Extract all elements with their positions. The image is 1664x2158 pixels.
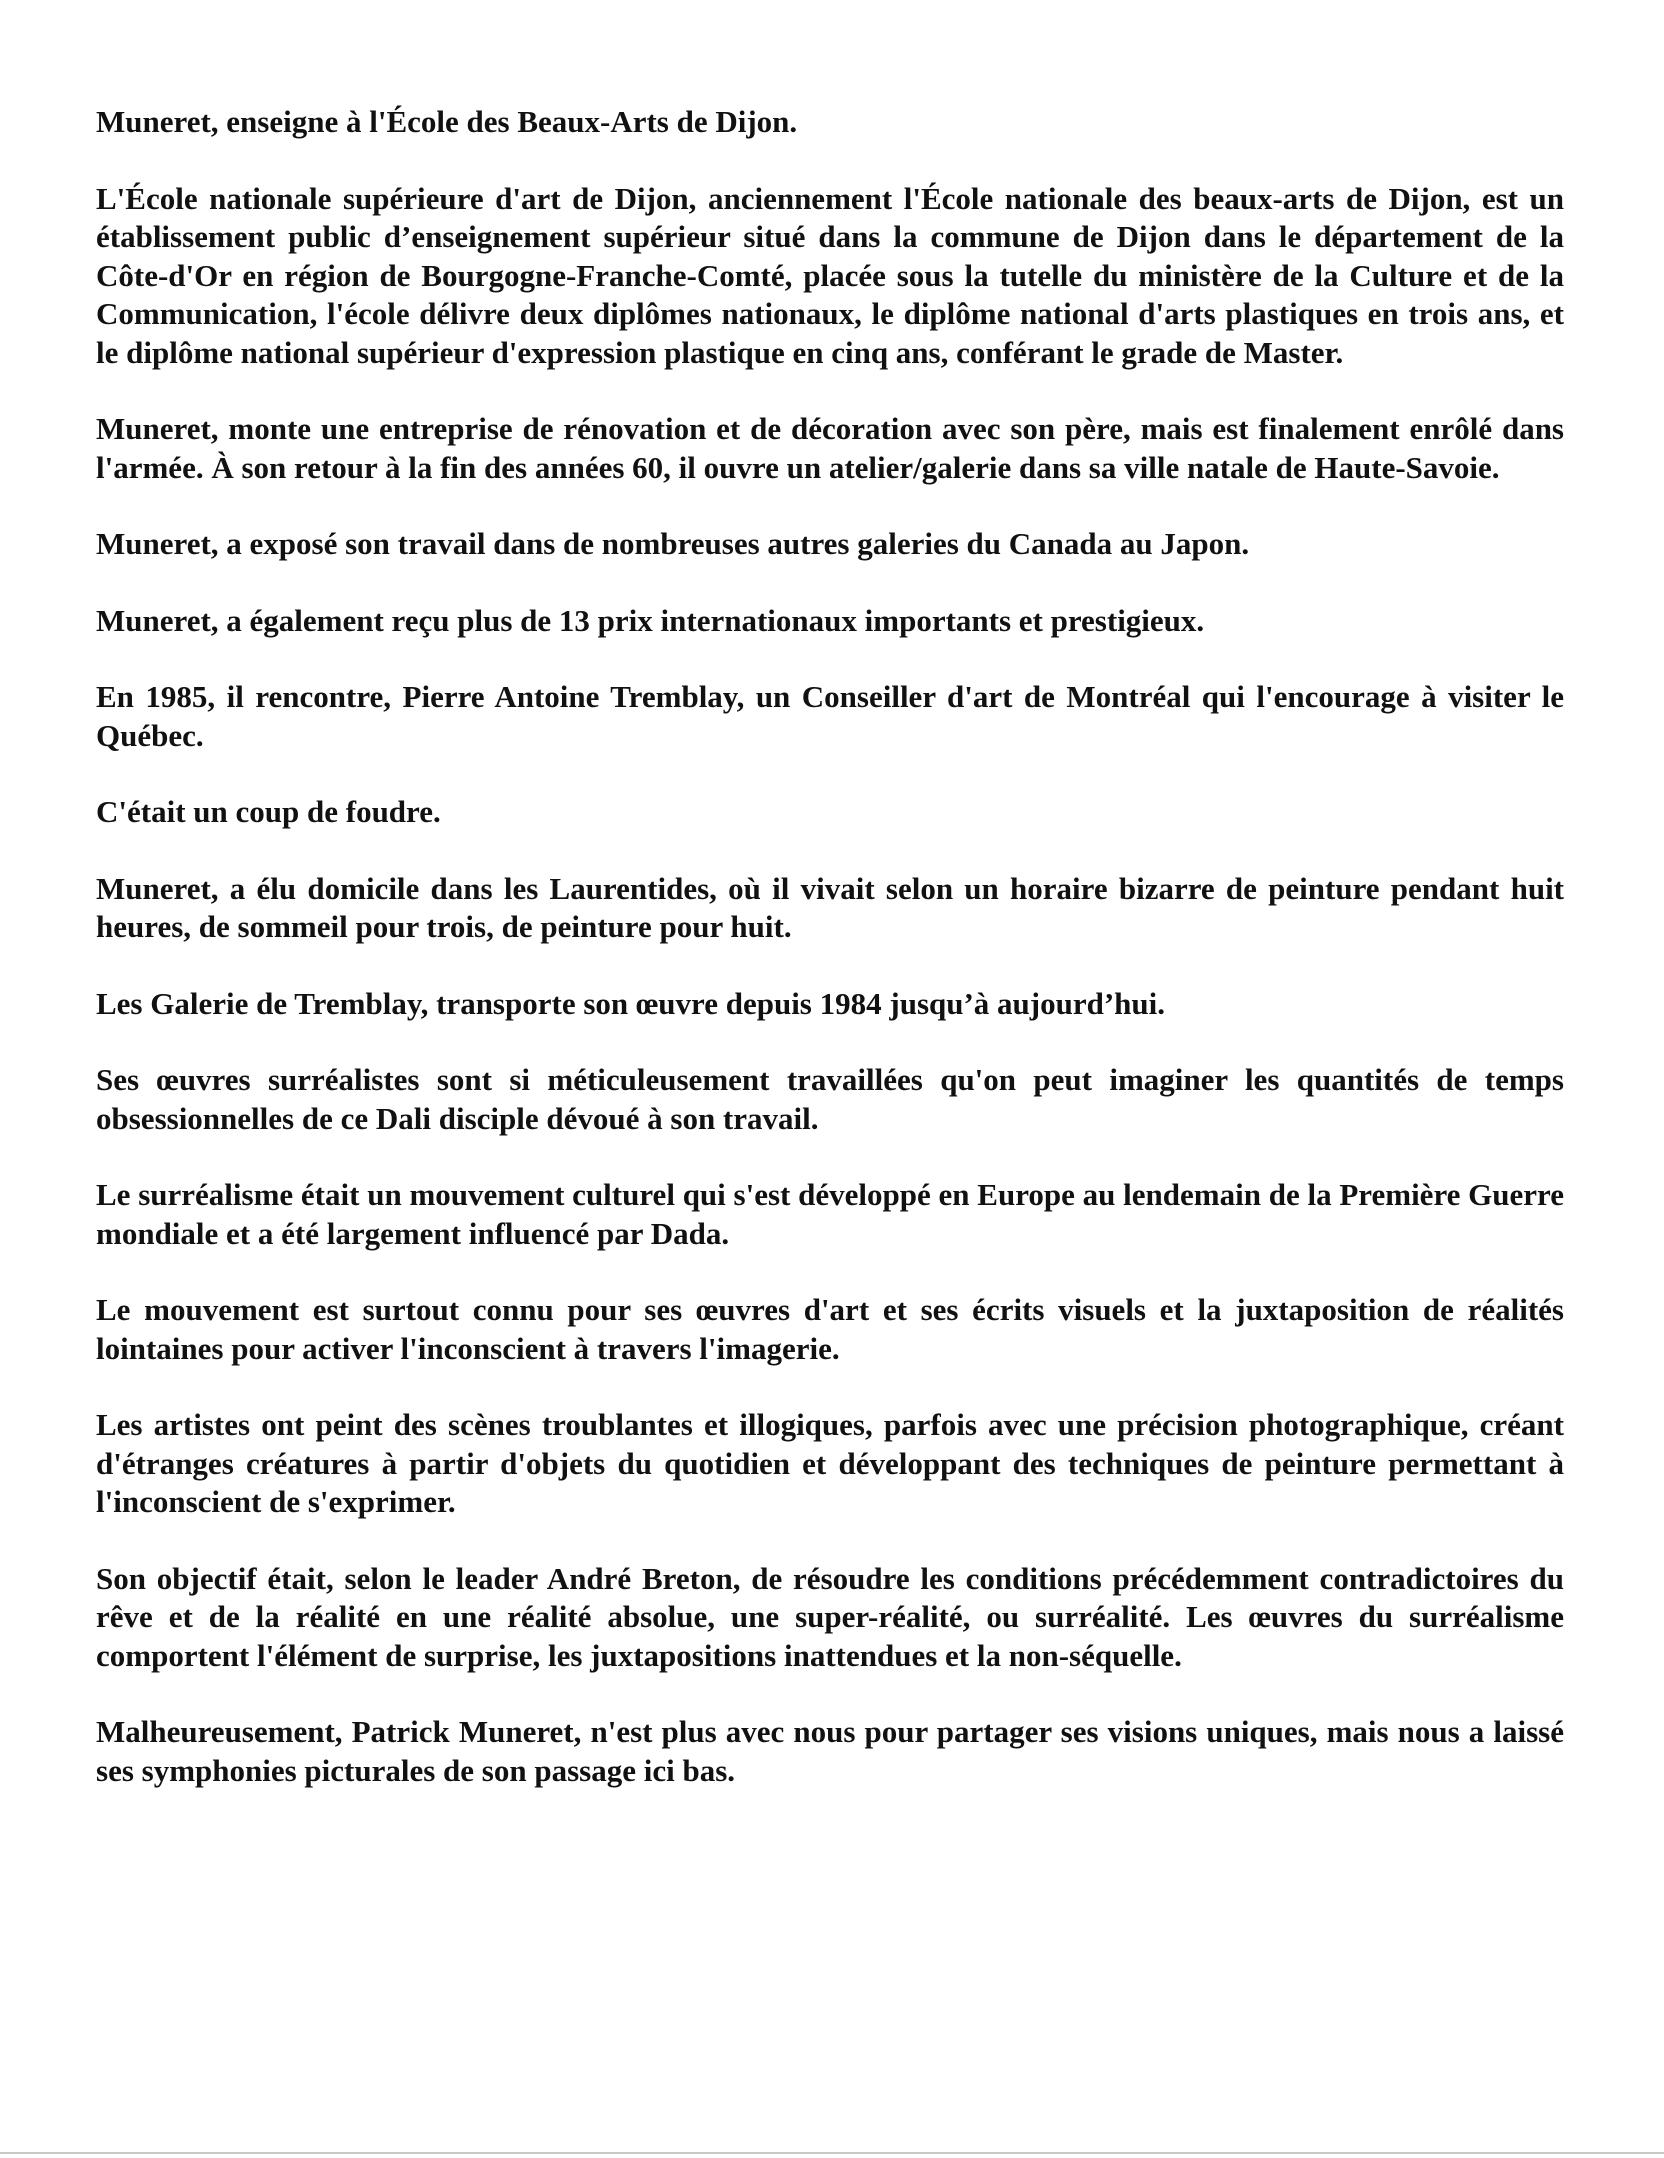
- paragraph: En 1985, il rencontre, Pierre Antoine Tremblay, un Conseiller d'art de Montréal qui l'encourage à visiter le Québec.: [96, 679, 1564, 753]
- paragraph: L'École nationale supérieure d'art de Dijon, anciennement l'École nationale des beaux-arts de Dijon, est un établissement public d’enseignement supérieur situé dans la commune de Dijon dans le département de la Côte-d'Or en région de Bourgogne-Franche-Comté, placée sous la tutelle du ministère de la Culture et de la Communication, l'école délivre deux diplômes nationaux, le diplôme national d'arts plastiques en trois ans, et le diplôme national supérieur d'expression plastique en cinq ans, conférant le grade de Master.: [96, 180, 1564, 370]
- paragraph: Son objectif était, selon le leader André Breton, de résoudre les conditions précédemment contradictoires du rêve et de la réalité en une réalité absolue, une super-réalité, ou surréalité. Les œuvres du surréalisme comportent l'élément de surprise, les juxtapositions inattendues et la non-séquelle.: [96, 1560, 1564, 1673]
- paragraph: C'était un coup de foudre.: [96, 794, 441, 829]
- paragraph: Muneret, a exposé son travail dans de nombreuses autres galeries du Canada au Japon.: [96, 526, 1250, 561]
- paragraph: Les Galerie de Tremblay, transporte son œuvre depuis 1984 jusqu’à aujourd’hui.: [96, 985, 1166, 1021]
- paragraph: Le surréalisme était un mouvement culturel qui s'est développé en Europe au lendemain de la Première Guerre mondiale et a été largement influencé par Dada.: [96, 1177, 1564, 1251]
- paragraph: Les artistes ont peint des scènes troublantes et illogiques, parfois avec une précision photographique, créant d'étranges créatures à partir d'objets du quotidien et développant des techniques de peinture permettant à l'inconscient de s'exprimer.: [96, 1407, 1564, 1519]
- document-page: [96, 103, 1564, 1828]
- paragraph: Le mouvement est surtout connu pour ses œuvres d'art et ses écrits visuels et la juxtaposition de réalités lointaines pour activer l'inconscient à travers l'imagerie.: [96, 1292, 1564, 1366]
- paragraph: Malheureusement, Patrick Muneret, n'est plus avec nous pour partager ses visions uniques, mais nous a laissé ses symphonies picturales de son passage ici bas.: [96, 1714, 1564, 1788]
- paragraph: Muneret, enseigne à l'École des Beaux-Arts de Dijon.: [96, 104, 798, 139]
- paragraph: Ses œuvres surréalistes sont si méticuleusement travaillées qu'on peut imaginer les quantités de temps obsessionnelles de ce Dali disciple dévoué à son travail.: [96, 1062, 1564, 1136]
- paragraph: Muneret, monte une entreprise de rénovation et de décoration avec son père, mais est finalement enrôlé dans l'armée. À son retour à la fin des années 60, il ouvre un atelier/galerie dans sa ville natale de Haute-Savoie.: [96, 411, 1564, 485]
- bottom-rule: [0, 2152, 1664, 2154]
- paragraph: Muneret, a élu domicile dans les Laurentides, où il vivait selon un horaire bizarre de peinture pendant huit heures, de sommeil pour trois, de peinture pour huit.: [96, 870, 1564, 944]
- paragraph: Muneret, a également reçu plus de 13 prix internationaux importants et prestigieux.: [96, 602, 1205, 638]
